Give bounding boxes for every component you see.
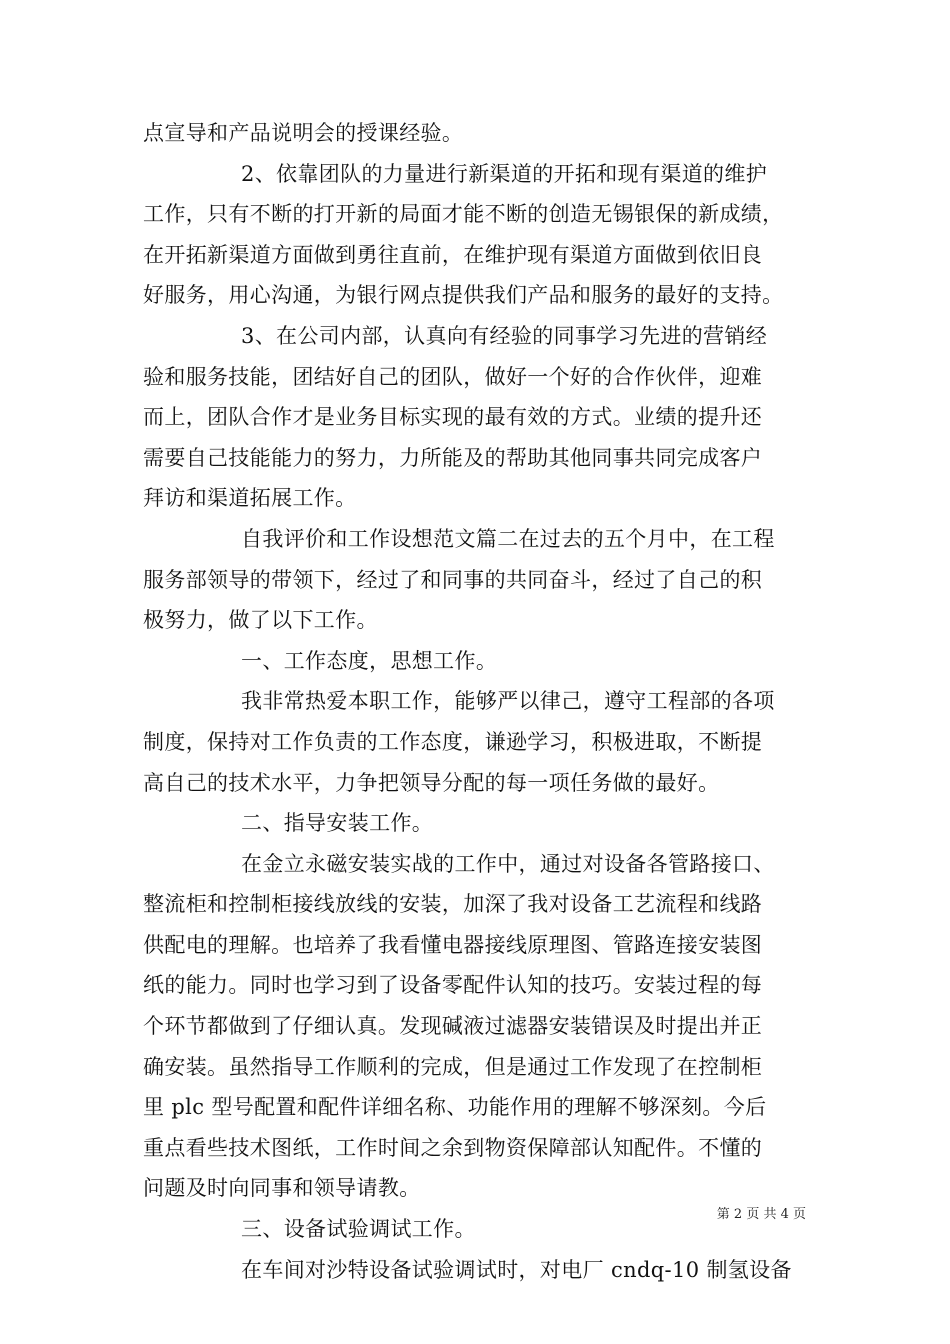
page-footer: 第 2 页 共 4 页 bbox=[716, 1207, 806, 1222]
text-line: 二、指导安装工作。 bbox=[241, 811, 434, 836]
document-body bbox=[143, 113, 811, 1290]
text-line: 服务部领导的带领下，经过了和同事的共同奋斗，经过了自己的积 bbox=[143, 567, 763, 592]
text-line: 重点看些技术图纸，工作时间之余到物资保障部认知配件。不懂的 bbox=[143, 1135, 763, 1160]
text-line: 点宣导和产品说明会的授课经验。 bbox=[143, 121, 464, 145]
text-line: 里 plc 型号配置和配件详细名称、功能作用的理解不够深刻。今后 bbox=[143, 1095, 767, 1120]
text-line: 拜访和渠道拓展工作。 bbox=[143, 486, 357, 511]
text-line: 在开拓新渠道方面做到勇往直前，在维护现有渠道方面做到依旧良 bbox=[143, 242, 763, 267]
text-line: 极努力，做了以下工作。 bbox=[143, 608, 378, 633]
text-line: 工作，只有不断的打开新的局面才能不断的创造无锡银保的新成绩， bbox=[143, 202, 784, 227]
text-line: 纸的能力。同时也学习到了设备零配件认知的技巧。安装过程的每 bbox=[143, 973, 763, 998]
text-line: 好服务，用心沟通，为银行网点提供我们产品和服务的最好的支持。 bbox=[143, 283, 784, 308]
text-line: 在车间对沙特设备试验调试时，对电厂 cndq-10 制氢设备 bbox=[241, 1257, 792, 1282]
text-line: 需要自己技能能力的努力，力所能及的帮助其他同事共同完成客户 bbox=[143, 445, 763, 470]
text-line: 2、依靠团队的力量进行新渠道的开拓和现有渠道的维护 bbox=[241, 161, 768, 186]
text-line: 我非常热爱本职工作，能够严以律己，遵守工程部的各项 bbox=[241, 689, 775, 714]
text-line: 制度，保持对工作负责的工作态度，谦逊学习，积极进取，不断提 bbox=[143, 729, 763, 754]
text-line: 一、工作态度，思想工作。 bbox=[241, 648, 498, 673]
text-line: 自我评价和工作设想范文篇二在过去的五个月中，在工程 bbox=[241, 526, 775, 551]
text-line: 验和服务技能，团结好自己的团队，做好一个好的合作伙伴，迎难 bbox=[143, 364, 763, 389]
text-line: 三、设备试验调试工作。 bbox=[241, 1217, 476, 1242]
text-line: 在金立永磁安装实战的工作中，通过对设备各管路接口、 bbox=[241, 851, 775, 876]
text-line: 而上，团队合作才是业务目标实现的最有效的方式。业绩的提升还 bbox=[143, 405, 763, 430]
text-line: 问题及时向同事和领导请教。 bbox=[143, 1176, 421, 1201]
text-line: 高自己的技术水平，力争把领导分配的每一项任务做的最好。 bbox=[143, 770, 720, 795]
text-line: 整流柜和控制柜接线放线的安装，加深了我对设备工艺流程和线路 bbox=[143, 892, 763, 917]
text-line: 供配电的理解。也培养了我看懂电器接线原理图、管路连接安装图 bbox=[143, 932, 763, 957]
text-line: 3、在公司内部，认真向有经验的同事学习先进的营销经 bbox=[241, 323, 768, 348]
text-line: 个环节都做到了仔细认真。发现碱液过滤器安装错误及时提出并正 bbox=[143, 1014, 763, 1039]
text-line: 确安装。虽然指导工作顺利的完成，但是通过工作发现了在控制柜 bbox=[143, 1054, 763, 1079]
